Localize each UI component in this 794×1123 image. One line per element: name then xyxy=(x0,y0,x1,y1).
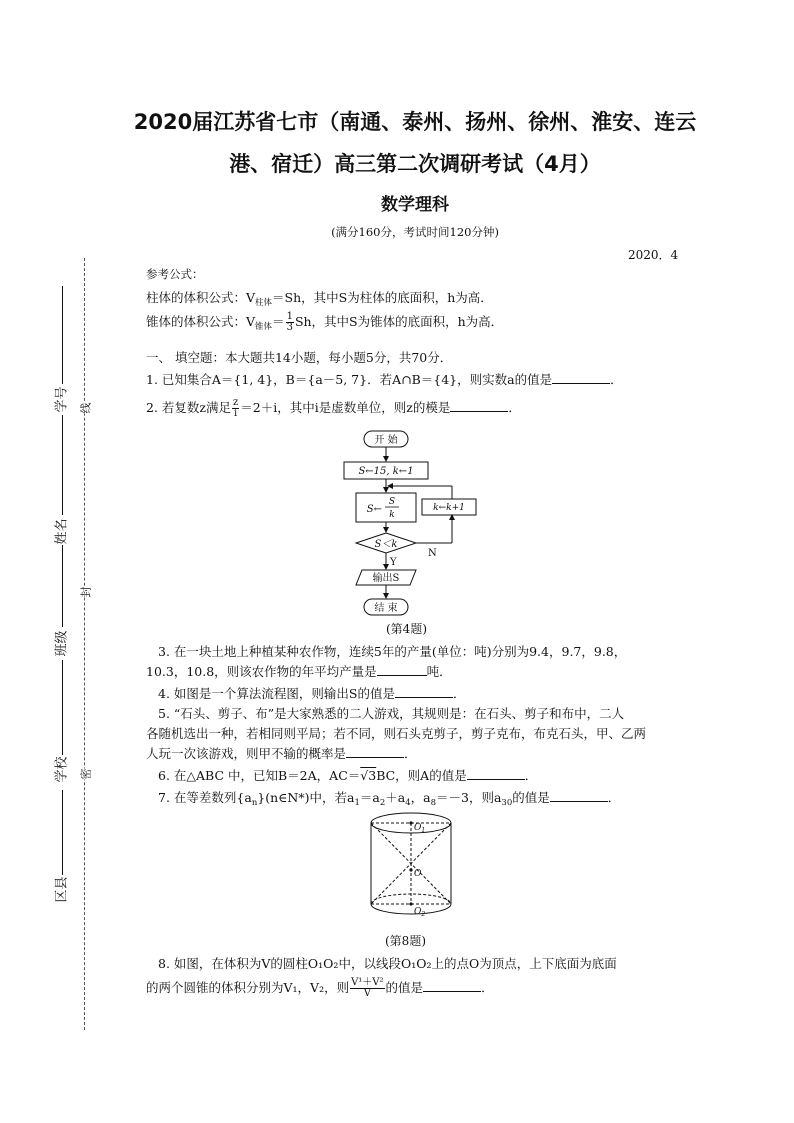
exam-title-line1: 2020届江苏省七市（南通、泰州、扬州、徐州、淮安、连云 xyxy=(133,110,697,134)
question-7-sub-8: 8 xyxy=(430,798,436,808)
question-5-line1: 5. “石头、剪子、布”是大家熟悉的二人游戏，其规则是：在石头、剪子和布中，二人 xyxy=(158,706,625,721)
flow-init-text: S←15, k←1 xyxy=(358,466,414,477)
question-2 xyxy=(146,398,521,419)
cylinder-figure xyxy=(366,808,460,928)
prism-formula-prefix: 柱体的体积公式：V xyxy=(146,290,256,305)
question-1 xyxy=(146,370,623,388)
flowchart-figure xyxy=(340,428,490,620)
flow-assign-den: k xyxy=(389,510,395,520)
subject-title: 数学理科 xyxy=(381,195,449,215)
flow-assign-num: S xyxy=(388,497,396,507)
question-2-period: ． xyxy=(508,400,521,415)
prism-formula xyxy=(146,288,493,308)
answer-blank-8[interactable] xyxy=(423,980,481,992)
figure-8-caption: (第8题) xyxy=(385,934,426,948)
question-8-fraction xyxy=(350,978,384,999)
name-label: 姓名 xyxy=(54,518,70,545)
question-5-line3 xyxy=(146,744,417,762)
section-heading: 一、 填空题：本大题共14小题，每小题5分，共70分． xyxy=(146,350,453,365)
exam-note: (满分160分，考试时间120分钟) xyxy=(331,225,499,239)
question-3-text: 10.3，10.8，则该农作物的年平均产量是 xyxy=(146,664,377,679)
question-7-sub-1: 1 xyxy=(354,798,360,808)
question-7 xyxy=(158,788,620,808)
class-field[interactable] xyxy=(62,545,63,627)
flow-output-text: 输出S xyxy=(372,573,400,584)
flow-condition-text: S＜k xyxy=(374,539,398,550)
exam-title-line2: 港、宿迁）高三第二次调研考试（4月） xyxy=(229,152,601,176)
name-field[interactable] xyxy=(62,415,63,515)
cone-formula-rest: Sh，其中S为锥体的底面积，h为高． xyxy=(294,314,504,329)
question-8-line1: 8. 如图，在体积为V的圆柱O₁O₂中，以线段O₁O₂上的点O为顶点，上下底面为底面 xyxy=(158,956,617,971)
district-field[interactable] xyxy=(62,790,63,875)
label-o1: $O_1$ xyxy=(414,823,426,834)
school-field[interactable] xyxy=(62,660,63,755)
question-2-num: z xyxy=(233,397,239,408)
question-2-prefix: 2. 若复数z满足 xyxy=(146,400,231,415)
cone-fraction xyxy=(286,312,294,333)
district-label: 区县 xyxy=(54,876,70,903)
formula-heading: 参考公式： xyxy=(146,267,204,281)
question-7-sub-2: 2 xyxy=(379,798,386,808)
question-8-den: V xyxy=(363,988,371,999)
flow-start-text: 开 始 xyxy=(374,435,398,446)
question-8-period: ． xyxy=(481,980,494,995)
question-7-sub-4: 4 xyxy=(405,798,411,808)
cone-fraction-num: 1 xyxy=(286,311,293,322)
question-8-rest: 的值是 xyxy=(385,980,424,995)
question-7-plus: ＋a xyxy=(385,790,406,805)
flow-assign-node xyxy=(356,493,416,522)
prism-formula-rest: ＝Sh，其中S为柱体的底面积，h为高． xyxy=(272,290,493,305)
question-2-den: i xyxy=(234,408,238,419)
cone-fraction-den: 3 xyxy=(286,322,293,333)
seal-mark-line: 线 xyxy=(79,402,93,414)
exam-date: 2020．4 xyxy=(628,248,679,262)
question-7-period: ． xyxy=(607,790,621,805)
answer-blank-5[interactable] xyxy=(346,746,404,758)
prism-formula-sub: 柱体 xyxy=(255,298,273,308)
question-7-a8: ，a xyxy=(410,790,431,805)
question-1-period: ． xyxy=(610,372,623,387)
school-label: 学校 xyxy=(54,756,70,783)
question-5-period: ． xyxy=(404,746,417,761)
cone-formula-prefix: 锥体的体积公式：V xyxy=(146,314,256,329)
cone-formula-sub: 锥体 xyxy=(255,322,273,332)
label-o2: $O_2$ xyxy=(414,907,426,918)
seal-mark-secret: 密 xyxy=(79,768,93,780)
flow-end-text: 结 束 xyxy=(374,603,398,614)
question-6-sqrt: √3 xyxy=(360,768,377,783)
question-5-line2: 各随机选出一种，若相同则平局；若不同，则石头克剪子，剪子克布，布克石头，甲、乙两 xyxy=(146,726,647,741)
label-o: O xyxy=(414,869,422,879)
answer-blank-1[interactable] xyxy=(552,372,610,384)
cone-formula xyxy=(146,312,503,333)
question-7-sub-30: 30 xyxy=(501,798,513,808)
answer-blank-2[interactable] xyxy=(450,400,508,412)
question-4 xyxy=(158,684,465,702)
question-7-rest: 的值是 xyxy=(512,790,550,805)
question-3-line1: 3. 在一块土地上种植某种农作物，连续5年的产量(单位：吨)分别为9.4，9.7，9.8， xyxy=(158,644,627,659)
question-7-val: ＝－3，则a xyxy=(436,790,502,805)
question-7-sub-n: n xyxy=(251,798,258,808)
figure-4-caption: (第4题) xyxy=(386,622,427,636)
question-3-unit: 吨． xyxy=(426,664,452,679)
question-7-prefix: 7. 在等差数列{a xyxy=(158,790,252,805)
class-label: 班级 xyxy=(54,630,70,657)
question-6-period: ． xyxy=(524,768,538,783)
answer-blank-4[interactable] xyxy=(395,686,453,698)
question-6 xyxy=(158,766,537,784)
flow-increment-text: k←k+1 xyxy=(433,503,465,513)
question-8-num: V¹＋V² xyxy=(351,977,384,988)
question-4-period: ． xyxy=(452,686,466,701)
flow-assign-text: S← xyxy=(366,504,382,515)
question-2-fraction xyxy=(232,398,239,419)
question-5-text: 人玩一次该游戏，则甲不输的概率是 xyxy=(146,746,347,761)
question-7-eq: ＝a xyxy=(359,790,380,805)
question-8-line2 xyxy=(146,978,494,999)
answer-blank-3[interactable] xyxy=(377,664,427,676)
question-6-rest: BC，则A的值是 xyxy=(376,768,467,783)
student-id-field[interactable] xyxy=(62,286,63,384)
cone-formula-eq: ＝ xyxy=(272,314,285,329)
flow-no-label: N xyxy=(428,548,437,559)
seal-mark-seal: 封 xyxy=(79,586,93,598)
question-7-mid: }(n∈N*)中，若a xyxy=(257,790,355,805)
flow-yes-label: Y xyxy=(390,557,397,568)
question-4-text: 4. 如图是一个算法流程图，则输出S的值是 xyxy=(158,686,395,701)
margin-dashed-line xyxy=(84,258,86,1030)
answer-blank-7[interactable] xyxy=(550,790,608,802)
question-8-prefix: 的两个圆锥的体积分别为V₁，V₂，则 xyxy=(146,980,350,995)
question-1-text: 1. 已知集合A＝{1, 4}，B＝{a－5, 7}．若A∩B＝{4}，则实数a的值是 xyxy=(146,372,553,387)
question-2-rest: ＝2＋i，其中i是虚数单位，则z的模是 xyxy=(240,400,451,415)
question-6-prefix: 6. 在△ABC 中，已知B＝2A，AC＝ xyxy=(158,768,361,783)
student-id-label: 学号 xyxy=(54,386,70,413)
question-3-line2 xyxy=(146,662,452,680)
answer-blank-6[interactable] xyxy=(467,768,525,780)
